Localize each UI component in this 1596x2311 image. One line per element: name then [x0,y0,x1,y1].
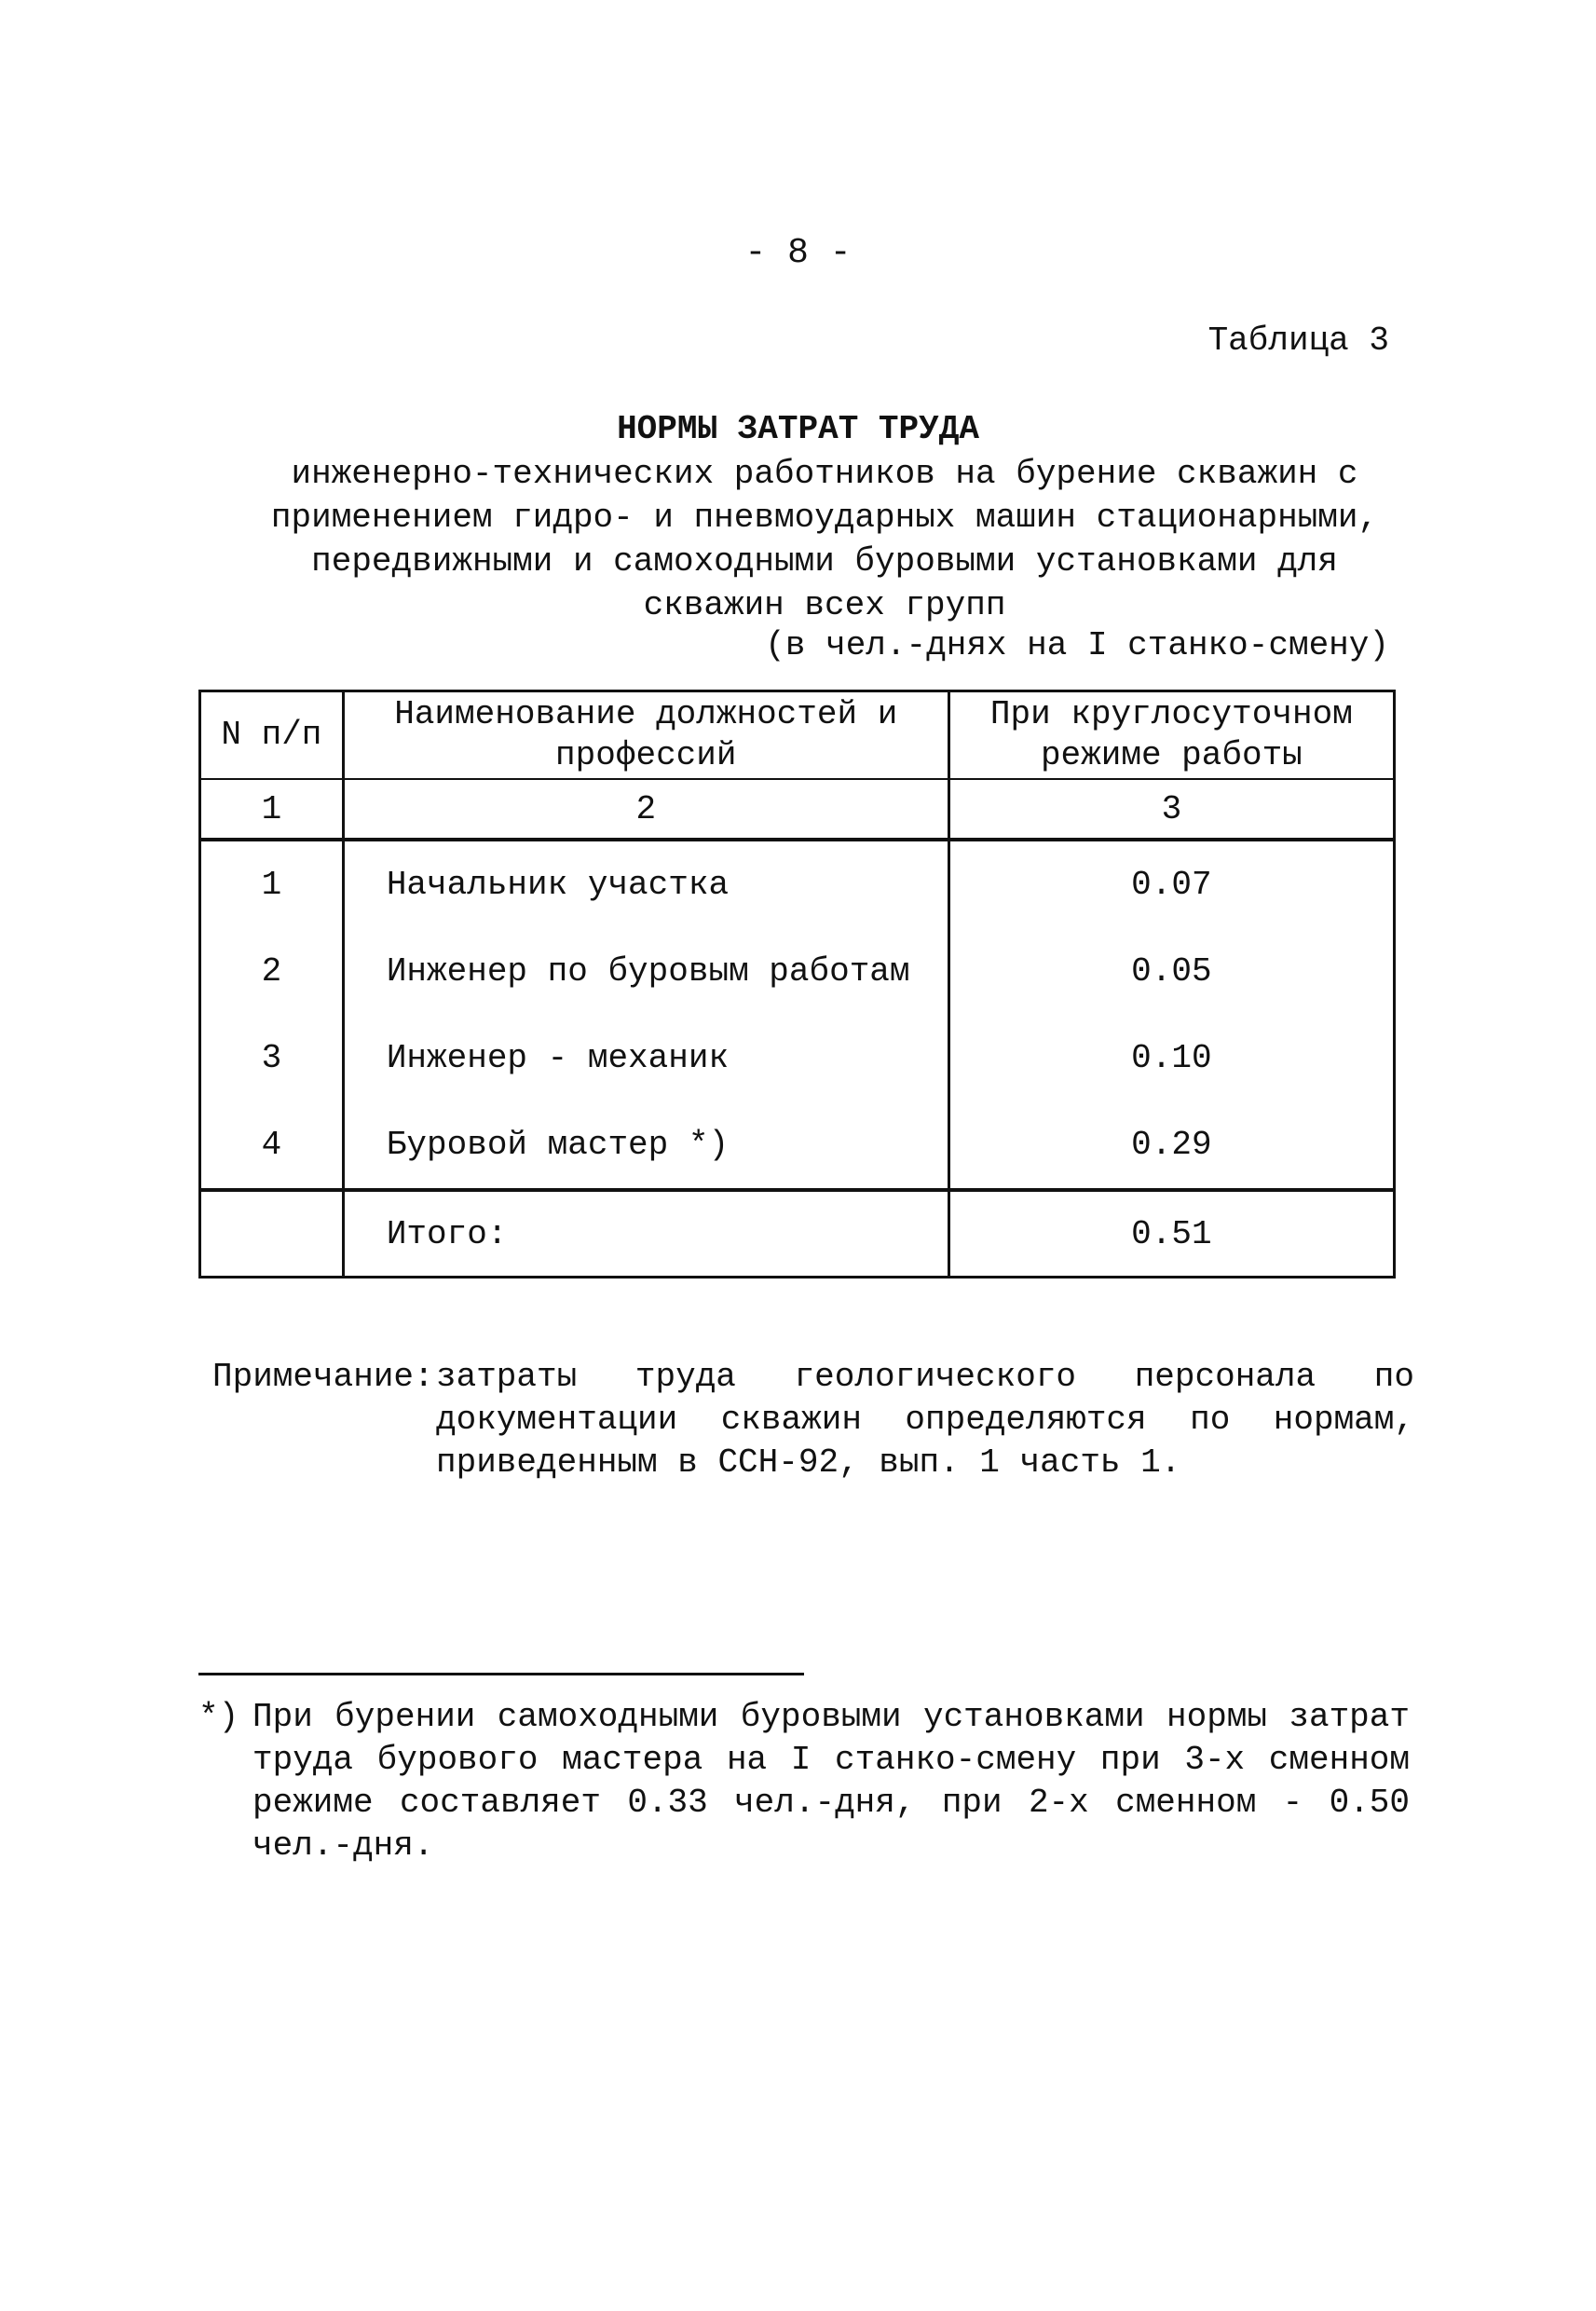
page-number: - 8 - [744,233,852,273]
row-value: 0.29 [948,1101,1394,1190]
row-number: 4 [200,1101,344,1190]
table-row [200,928,1395,1015]
footnote-text: При бурении самоходными буровыми установками нормы затрат труда бурового мастера на I станко-смену при 3-х сменном режиме составляет 0.33 чел.-дня, при 2-х сменном - 0.50 чел.-дня. [252,1698,1410,1865]
column-number: 2 [343,779,948,840]
row-value: 0.10 [948,1015,1394,1101]
footnote-divider [198,1673,804,1675]
table-row [200,840,1395,928]
row-position: Инженер - механик [343,1015,948,1101]
note-label: Примечание: [212,1358,434,1396]
total-label: Итого: [343,1190,948,1278]
column-number-row [200,779,1395,840]
note-text: затраты труда геологического персонала по документации скважин определяются по нормам, приведенным в ССН-92, вып. 1 часть 1. [436,1358,1414,1482]
column-number: 3 [948,779,1394,840]
footnote-mark: *) [198,1698,239,1736]
row-value: 0.07 [948,840,1394,928]
total-empty-cell [200,1190,344,1278]
total-row [200,1190,1395,1278]
table-header-row [200,691,1395,780]
row-position: Инженер по буровым работам [343,928,948,1015]
row-number: 2 [200,928,344,1015]
header-position: Наименование должностей и профессий [343,691,948,780]
header-number: N п/п [200,691,344,780]
row-value: 0.05 [948,928,1394,1015]
row-number: 3 [200,1015,344,1101]
units-caption: (в чел.-днях на I станко-смену) [765,626,1389,664]
table-label: Таблица 3 [1207,321,1389,360]
document-subtitle: инженерно-технических работников на бурение скважин с применением гидро- и пневмоударных машин стационарными, передвижными и самоходными буровыми установками для скважин всех групп [270,455,1379,624]
row-position: Начальник участка [343,840,948,928]
total-value: 0.51 [948,1190,1394,1278]
header-norm: При круглосуточном режиме работы [948,691,1394,780]
table-row [200,1101,1395,1190]
table-row [200,1015,1395,1101]
column-number: 1 [200,779,344,840]
norms-table [198,690,1396,1279]
row-position: Буровой мастер *) [343,1101,948,1190]
document-title: НОРМЫ ЗАТРАТ ТРУДА [617,410,979,448]
row-number: 1 [200,840,344,928]
